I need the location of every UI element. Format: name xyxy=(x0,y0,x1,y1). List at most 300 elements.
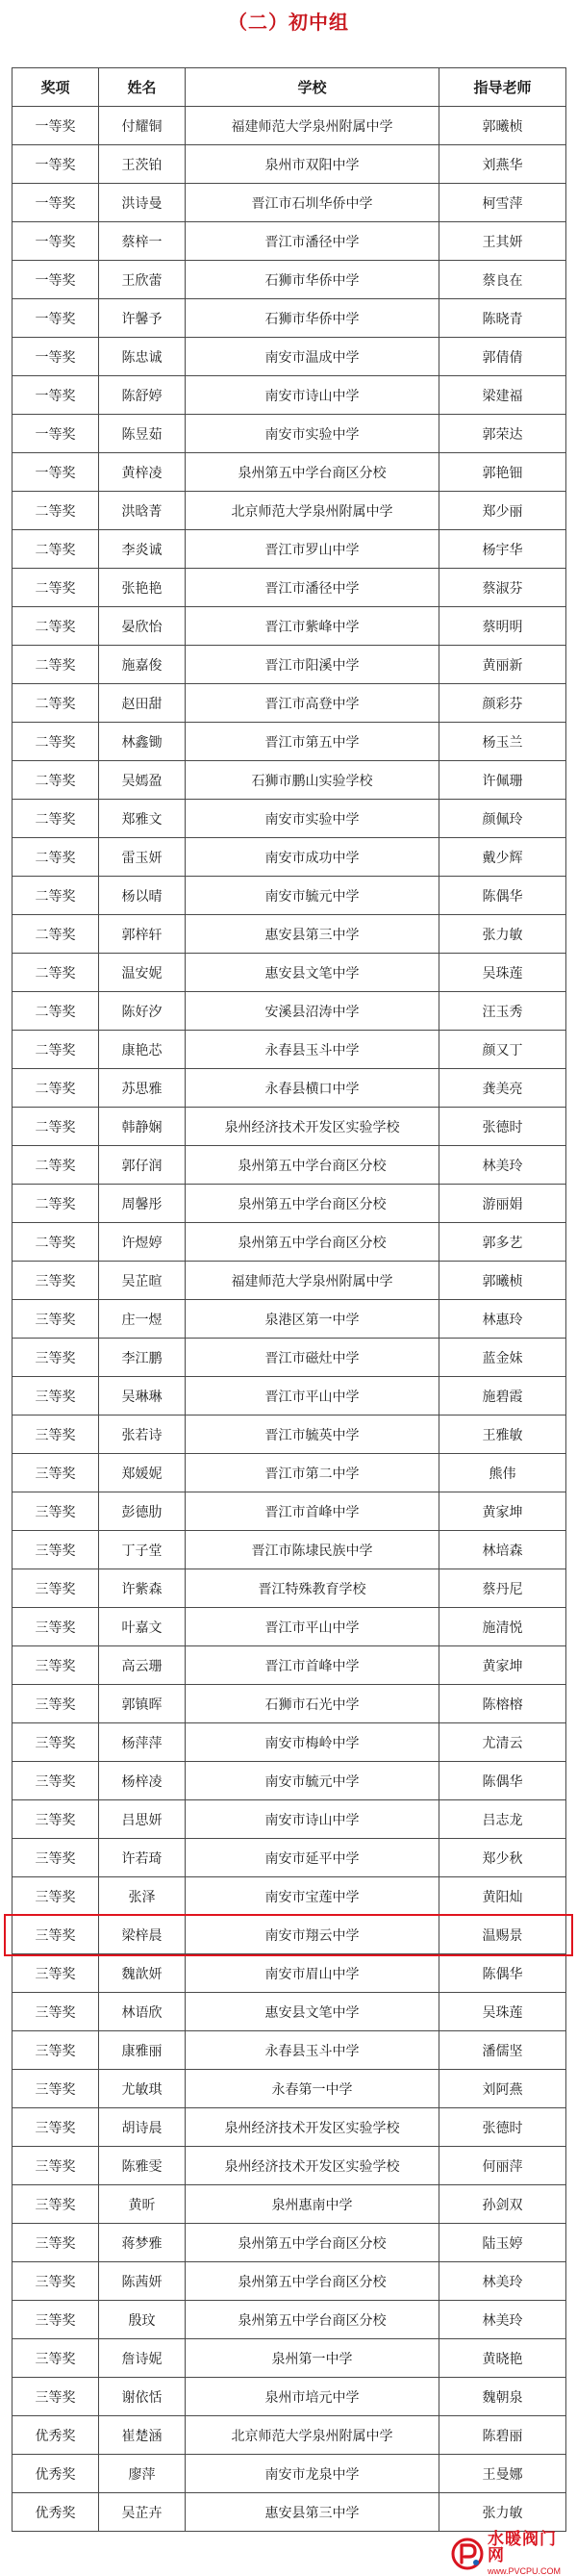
cell-teacher: 黄晓艳 xyxy=(439,2339,566,2378)
cell-teacher: 颜佩玲 xyxy=(439,800,566,838)
table-row xyxy=(13,1877,566,1916)
cell-award: 三等奖 xyxy=(13,2147,99,2185)
cell-student-name: 许馨予 xyxy=(99,299,186,338)
cell-school: 晋江市首峰中学 xyxy=(186,1646,439,1685)
table-row xyxy=(13,1031,566,1069)
cell-award: 二等奖 xyxy=(13,569,99,607)
cell-award: 一等奖 xyxy=(13,184,99,222)
cell-student-name: 郭仔润 xyxy=(99,1146,186,1185)
watermark-site-name: 水暖阀门网 xyxy=(488,2530,557,2565)
cell-school: 惠安县文笔中学 xyxy=(186,1993,439,2031)
cell-award: 三等奖 xyxy=(13,1916,99,1954)
cell-teacher: 汪玉秀 xyxy=(439,992,566,1031)
cell-teacher: 郭荣达 xyxy=(439,415,566,453)
cell-award: 二等奖 xyxy=(13,1146,99,1185)
cell-student-name: 谢依恬 xyxy=(99,2378,186,2416)
cell-award: 三等奖 xyxy=(13,1377,99,1416)
cell-teacher: 郑少秋 xyxy=(439,1839,566,1877)
cell-award: 三等奖 xyxy=(13,1569,99,1608)
cell-school: 南安市延平中学 xyxy=(186,1839,439,1877)
cell-school: 福建师范大学泉州附属中学 xyxy=(186,1262,439,1300)
cell-award: 二等奖 xyxy=(13,492,99,530)
cell-teacher: 施碧霞 xyxy=(439,1377,566,1416)
cell-award: 二等奖 xyxy=(13,723,99,761)
cell-student-name: 丁子堂 xyxy=(99,1531,186,1569)
cell-award: 二等奖 xyxy=(13,646,99,684)
cell-student-name: 赵田甜 xyxy=(99,684,186,723)
cell-award: 二等奖 xyxy=(13,530,99,569)
cell-school: 晋江市高登中学 xyxy=(186,684,439,723)
cell-school: 晋江市首峰中学 xyxy=(186,1492,439,1531)
table-row xyxy=(13,1569,566,1608)
cell-student-name: 晏欣怡 xyxy=(99,607,186,646)
pvcpu-logo-icon xyxy=(450,2537,485,2571)
award-table xyxy=(12,67,566,2532)
cell-student-name: 洪晗菁 xyxy=(99,492,186,530)
cell-student-name: 张若诗 xyxy=(99,1416,186,1454)
cell-school: 晋江市阳溪中学 xyxy=(186,646,439,684)
cell-award: 二等奖 xyxy=(13,992,99,1031)
cell-school: 晋江市石圳华侨中学 xyxy=(186,184,439,222)
cell-school: 晋江市紫峰中学 xyxy=(186,607,439,646)
cell-award: 三等奖 xyxy=(13,2108,99,2147)
table-row xyxy=(13,569,566,607)
cell-award: 二等奖 xyxy=(13,607,99,646)
cell-teacher: 张德时 xyxy=(439,1108,566,1146)
cell-student-name: 崔楚涵 xyxy=(99,2416,186,2455)
cell-teacher: 郭倩倩 xyxy=(439,338,566,376)
cell-teacher: 蔡丹尼 xyxy=(439,1569,566,1608)
cell-teacher: 陈榕榕 xyxy=(439,1685,566,1723)
cell-student-name: 彭德肋 xyxy=(99,1492,186,1531)
cell-student-name: 郭镇晖 xyxy=(99,1685,186,1723)
table-row xyxy=(13,877,566,915)
cell-award: 一等奖 xyxy=(13,107,99,145)
table-row xyxy=(13,1146,566,1185)
cell-school: 安溪县沼涛中学 xyxy=(186,992,439,1031)
cell-teacher: 张力敏 xyxy=(439,2493,566,2532)
cell-teacher: 刘阿燕 xyxy=(439,2070,566,2108)
cell-teacher: 林培森 xyxy=(439,1531,566,1569)
cell-school: 晋江特殊教育学校 xyxy=(186,1569,439,1608)
cell-student-name: 许若琦 xyxy=(99,1839,186,1877)
cell-teacher: 蔡明明 xyxy=(439,607,566,646)
cell-school: 石狮市华侨中学 xyxy=(186,299,439,338)
cell-teacher: 林美玲 xyxy=(439,2262,566,2301)
cell-student-name: 陈昱茹 xyxy=(99,415,186,453)
table-row xyxy=(13,1916,566,1954)
table-row xyxy=(13,1762,566,1800)
table-row xyxy=(13,2378,566,2416)
cell-award: 二等奖 xyxy=(13,1031,99,1069)
cell-award: 二等奖 xyxy=(13,1069,99,1108)
cell-school: 南安市实验中学 xyxy=(186,415,439,453)
cell-school: 北京师范大学泉州附属中学 xyxy=(186,2416,439,2455)
cell-student-name: 胡诗晨 xyxy=(99,2108,186,2147)
cell-school: 惠安县第三中学 xyxy=(186,2493,439,2532)
cell-school: 南安市诗山中学 xyxy=(186,1800,439,1839)
cell-student-name: 高云珊 xyxy=(99,1646,186,1685)
cell-teacher: 陈偶华 xyxy=(439,877,566,915)
cell-school: 泉州第五中学台商区分校 xyxy=(186,1223,439,1262)
cell-school: 晋江市潘径中学 xyxy=(186,569,439,607)
cell-student-name: 杨萍萍 xyxy=(99,1723,186,1762)
cell-student-name: 陈茜妍 xyxy=(99,2262,186,2301)
site-watermark xyxy=(450,2530,573,2576)
cell-award: 一等奖 xyxy=(13,376,99,415)
cell-student-name: 魏歆妍 xyxy=(99,1954,186,1993)
cell-teacher: 郭多艺 xyxy=(439,1223,566,1262)
cell-student-name: 康雅丽 xyxy=(99,2031,186,2070)
table-row xyxy=(13,1108,566,1146)
cell-award: 三等奖 xyxy=(13,1685,99,1723)
cell-student-name: 吴嫣盈 xyxy=(99,761,186,800)
cell-award: 三等奖 xyxy=(13,2339,99,2378)
cell-teacher: 杨玉兰 xyxy=(439,723,566,761)
cell-student-name: 尤敏琪 xyxy=(99,2070,186,2108)
cell-student-name: 付耀铜 xyxy=(99,107,186,145)
cell-student-name: 苏思雅 xyxy=(99,1069,186,1108)
cell-award: 三等奖 xyxy=(13,2185,99,2224)
cell-award: 三等奖 xyxy=(13,1839,99,1877)
cell-school: 晋江市平山中学 xyxy=(186,1377,439,1416)
cell-school: 泉州第五中学台商区分校 xyxy=(186,453,439,492)
cell-student-name: 叶嘉文 xyxy=(99,1608,186,1646)
award-table-header xyxy=(13,68,566,107)
table-row xyxy=(13,1531,566,1569)
cell-teacher: 吴珠莲 xyxy=(439,954,566,992)
cell-school: 晋江市第二中学 xyxy=(186,1454,439,1492)
cell-teacher: 吕志龙 xyxy=(439,1800,566,1839)
cell-school: 南安市龙泉中学 xyxy=(186,2455,439,2493)
cell-award: 二等奖 xyxy=(13,838,99,877)
cell-teacher: 吴珠莲 xyxy=(439,1993,566,2031)
table-row xyxy=(13,1300,566,1339)
cell-student-name: 陈好汐 xyxy=(99,992,186,1031)
table-row xyxy=(13,1185,566,1223)
cell-student-name: 詹诗妮 xyxy=(99,2339,186,2378)
cell-student-name: 李炎诚 xyxy=(99,530,186,569)
cell-student-name: 周馨彤 xyxy=(99,1185,186,1223)
cell-school: 泉州经济技术开发区实验学校 xyxy=(186,2147,439,2185)
cell-school: 泉州经济技术开发区实验学校 xyxy=(186,2108,439,2147)
cell-award: 三等奖 xyxy=(13,2224,99,2262)
cell-award: 三等奖 xyxy=(13,2070,99,2108)
cell-teacher: 王曼娜 xyxy=(439,2455,566,2493)
cell-teacher: 陈偶华 xyxy=(439,1762,566,1800)
cell-teacher: 许佩珊 xyxy=(439,761,566,800)
cell-teacher: 颜又丁 xyxy=(439,1031,566,1069)
cell-student-name: 陈忠诚 xyxy=(99,338,186,376)
cell-award: 二等奖 xyxy=(13,684,99,723)
cell-school: 晋江市潘径中学 xyxy=(186,222,439,261)
table-row xyxy=(13,1685,566,1723)
cell-student-name: 吴琳琳 xyxy=(99,1377,186,1416)
cell-teacher: 梁建福 xyxy=(439,376,566,415)
cell-student-name: 雷玉妍 xyxy=(99,838,186,877)
cell-school: 南安市诗山中学 xyxy=(186,376,439,415)
table-row xyxy=(13,299,566,338)
cell-teacher: 杨宇华 xyxy=(439,530,566,569)
cell-teacher: 林美玲 xyxy=(439,1146,566,1185)
cell-school: 南安市翔云中学 xyxy=(186,1916,439,1954)
table-row xyxy=(13,761,566,800)
table-row xyxy=(13,1223,566,1262)
cell-teacher: 王雅敏 xyxy=(439,1416,566,1454)
cell-teacher: 林惠玲 xyxy=(439,1300,566,1339)
cell-student-name: 许紫森 xyxy=(99,1569,186,1608)
cell-school: 泉州第五中学台商区分校 xyxy=(186,2262,439,2301)
cell-award: 三等奖 xyxy=(13,2301,99,2339)
cell-school: 泉州第五中学台商区分校 xyxy=(186,1185,439,1223)
table-row xyxy=(13,2416,566,2455)
table-row xyxy=(13,2455,566,2493)
table-row xyxy=(13,992,566,1031)
cell-student-name: 温安妮 xyxy=(99,954,186,992)
cell-award: 三等奖 xyxy=(13,2262,99,2301)
cell-award: 三等奖 xyxy=(13,2031,99,2070)
cell-teacher: 郑少丽 xyxy=(439,492,566,530)
cell-student-name: 康艳芯 xyxy=(99,1031,186,1069)
table-row xyxy=(13,2301,566,2339)
cell-school: 泉港区第一中学 xyxy=(186,1300,439,1339)
cell-school: 永春第一中学 xyxy=(186,2070,439,2108)
page-title: （二）初中组 xyxy=(228,11,349,34)
cell-school: 永春县玉斗中学 xyxy=(186,1031,439,1069)
cell-student-name: 吴芷暄 xyxy=(99,1262,186,1300)
cell-school: 南安市毓元中学 xyxy=(186,877,439,915)
table-row xyxy=(13,376,566,415)
cell-teacher: 郭曦桢 xyxy=(439,1262,566,1300)
cell-student-name: 郑媛妮 xyxy=(99,1454,186,1492)
cell-teacher: 黄丽新 xyxy=(439,646,566,684)
cell-teacher: 蓝金妹 xyxy=(439,1339,566,1377)
cell-student-name: 杨以晴 xyxy=(99,877,186,915)
cell-award: 二等奖 xyxy=(13,877,99,915)
table-row xyxy=(13,646,566,684)
cell-teacher: 魏朝泉 xyxy=(439,2378,566,2416)
cell-award: 三等奖 xyxy=(13,1416,99,1454)
cell-student-name: 黄昕 xyxy=(99,2185,186,2224)
cell-student-name: 王欣蕾 xyxy=(99,261,186,299)
cell-teacher: 何丽萍 xyxy=(439,2147,566,2185)
table-row xyxy=(13,684,566,723)
cell-student-name: 黄梓凌 xyxy=(99,453,186,492)
cell-teacher: 戴少辉 xyxy=(439,838,566,877)
cell-student-name: 吴芷卉 xyxy=(99,2493,186,2532)
table-row xyxy=(13,954,566,992)
table-row xyxy=(13,145,566,184)
table-row xyxy=(13,338,566,376)
cell-student-name: 郑雅文 xyxy=(99,800,186,838)
cell-school: 福建师范大学泉州附属中学 xyxy=(186,107,439,145)
cell-school: 泉州惠南中学 xyxy=(186,2185,439,2224)
cell-award: 优秀奖 xyxy=(13,2493,99,2532)
table-row xyxy=(13,2147,566,2185)
cell-student-name: 蒋梦雅 xyxy=(99,2224,186,2262)
cell-school: 泉州第五中学台商区分校 xyxy=(186,2224,439,2262)
table-row xyxy=(13,1416,566,1454)
cell-student-name: 梁梓晨 xyxy=(99,1916,186,1954)
cell-school: 南安市温成中学 xyxy=(186,338,439,376)
cell-school: 泉州第五中学台商区分校 xyxy=(186,1146,439,1185)
cell-award: 二等奖 xyxy=(13,954,99,992)
cell-award: 三等奖 xyxy=(13,1993,99,2031)
cell-school: 石狮市华侨中学 xyxy=(186,261,439,299)
header-school: 学校 xyxy=(186,68,439,107)
cell-student-name: 庄一煜 xyxy=(99,1300,186,1339)
cell-student-name: 李江鹏 xyxy=(99,1339,186,1377)
table-row xyxy=(13,2339,566,2378)
table-row xyxy=(13,1839,566,1877)
table-row xyxy=(13,1069,566,1108)
header-row xyxy=(13,68,566,107)
cell-student-name: 吕思妍 xyxy=(99,1800,186,1839)
cell-award: 二等奖 xyxy=(13,800,99,838)
cell-award: 三等奖 xyxy=(13,1531,99,1569)
table-row xyxy=(13,530,566,569)
cell-school: 南安市毓元中学 xyxy=(186,1762,439,1800)
cell-school: 南安市成功中学 xyxy=(186,838,439,877)
table-row xyxy=(13,2031,566,2070)
cell-award: 一等奖 xyxy=(13,415,99,453)
cell-school: 晋江市磁灶中学 xyxy=(186,1339,439,1377)
table-row xyxy=(13,2070,566,2108)
cell-teacher: 熊伟 xyxy=(439,1454,566,1492)
cell-award: 一等奖 xyxy=(13,453,99,492)
cell-student-name: 张泽 xyxy=(99,1877,186,1916)
cell-school: 北京师范大学泉州附属中学 xyxy=(186,492,439,530)
table-row xyxy=(13,915,566,954)
cell-award: 一等奖 xyxy=(13,145,99,184)
cell-award: 三等奖 xyxy=(13,1762,99,1800)
cell-teacher: 郭艳钿 xyxy=(439,453,566,492)
cell-award: 三等奖 xyxy=(13,1954,99,1993)
cell-school: 泉州经济技术开发区实验学校 xyxy=(186,1108,439,1146)
table-row xyxy=(13,723,566,761)
table-row xyxy=(13,1608,566,1646)
cell-award: 二等奖 xyxy=(13,761,99,800)
cell-student-name: 廖萍 xyxy=(99,2455,186,2493)
cell-student-name: 蔡梓一 xyxy=(99,222,186,261)
cell-teacher: 张力敏 xyxy=(439,915,566,954)
cell-school: 晋江市第五中学 xyxy=(186,723,439,761)
cell-school: 晋江市陈埭民族中学 xyxy=(186,1531,439,1569)
cell-award: 三等奖 xyxy=(13,1646,99,1685)
cell-teacher: 陈碧丽 xyxy=(439,2416,566,2455)
table-row xyxy=(13,2108,566,2147)
table-row xyxy=(13,261,566,299)
cell-teacher: 游丽娟 xyxy=(439,1185,566,1223)
cell-student-name: 殷玟 xyxy=(99,2301,186,2339)
table-row xyxy=(13,2224,566,2262)
header-teacher: 指导老师 xyxy=(439,68,566,107)
cell-teacher: 郭曦桢 xyxy=(439,107,566,145)
cell-student-name: 张艳艳 xyxy=(99,569,186,607)
cell-award: 优秀奖 xyxy=(13,2416,99,2455)
table-row xyxy=(13,838,566,877)
cell-award: 三等奖 xyxy=(13,1492,99,1531)
cell-teacher: 蔡良在 xyxy=(439,261,566,299)
table-row xyxy=(13,415,566,453)
cell-teacher: 施清悦 xyxy=(439,1608,566,1646)
cell-teacher: 陆玉婷 xyxy=(439,2224,566,2262)
cell-teacher: 孙剑双 xyxy=(439,2185,566,2224)
cell-award: 三等奖 xyxy=(13,1339,99,1377)
cell-teacher: 尤清云 xyxy=(439,1723,566,1762)
table-row xyxy=(13,107,566,145)
cell-school: 晋江市罗山中学 xyxy=(186,530,439,569)
cell-teacher: 张德时 xyxy=(439,2108,566,2147)
cell-school: 永春县横口中学 xyxy=(186,1069,439,1108)
cell-teacher: 刘燕华 xyxy=(439,145,566,184)
table-row xyxy=(13,453,566,492)
cell-school: 惠安县文笔中学 xyxy=(186,954,439,992)
cell-teacher: 黄家坤 xyxy=(439,1646,566,1685)
table-row xyxy=(13,1377,566,1416)
cell-teacher: 陈晓青 xyxy=(439,299,566,338)
cell-award: 二等奖 xyxy=(13,1223,99,1262)
cell-teacher: 王其妍 xyxy=(439,222,566,261)
table-row xyxy=(13,1954,566,1993)
table-row xyxy=(13,2493,566,2532)
cell-award: 三等奖 xyxy=(13,1454,99,1492)
table-row xyxy=(13,800,566,838)
table-row xyxy=(13,1800,566,1839)
cell-teacher: 柯雪萍 xyxy=(439,184,566,222)
cell-school: 永春县玉斗中学 xyxy=(186,2031,439,2070)
cell-student-name: 王茨铂 xyxy=(99,145,186,184)
cell-student-name: 韩静娴 xyxy=(99,1108,186,1146)
table-row xyxy=(13,1262,566,1300)
cell-teacher: 陈偶华 xyxy=(439,1954,566,1993)
cell-award: 二等奖 xyxy=(13,1108,99,1146)
cell-award: 优秀奖 xyxy=(13,2455,99,2493)
header-student-name: 姓名 xyxy=(99,68,186,107)
cell-school: 晋江市平山中学 xyxy=(186,1608,439,1646)
cell-student-name: 杨梓凌 xyxy=(99,1762,186,1800)
watermark-site-url: www.PVCPU.COM xyxy=(488,2566,562,2576)
cell-award: 二等奖 xyxy=(13,915,99,954)
cell-school: 泉州第一中学 xyxy=(186,2339,439,2378)
table-row xyxy=(13,1646,566,1685)
cell-award: 三等奖 xyxy=(13,1608,99,1646)
cell-student-name: 陈舒婷 xyxy=(99,376,186,415)
cell-school: 泉州第五中学台商区分校 xyxy=(186,2301,439,2339)
cell-student-name: 林鑫锄 xyxy=(99,723,186,761)
cell-school: 南安市眉山中学 xyxy=(186,1954,439,1993)
cell-school: 泉州市双阳中学 xyxy=(186,145,439,184)
cell-student-name: 洪诗曼 xyxy=(99,184,186,222)
cell-award: 三等奖 xyxy=(13,1800,99,1839)
cell-teacher: 龚美亮 xyxy=(439,1069,566,1108)
cell-school: 惠安县第三中学 xyxy=(186,915,439,954)
table-row xyxy=(13,1454,566,1492)
cell-school: 南安市宝莲中学 xyxy=(186,1877,439,1916)
cell-award: 三等奖 xyxy=(13,1723,99,1762)
cell-school: 石狮市鹏山实验学校 xyxy=(186,761,439,800)
cell-teacher: 颜彩芬 xyxy=(439,684,566,723)
table-row xyxy=(13,1723,566,1762)
cell-teacher: 林美玲 xyxy=(439,2301,566,2339)
cell-school: 泉州市培元中学 xyxy=(186,2378,439,2416)
cell-award: 三等奖 xyxy=(13,1300,99,1339)
cell-teacher: 温赐景 xyxy=(439,1916,566,1954)
cell-award: 三等奖 xyxy=(13,1877,99,1916)
cell-award: 三等奖 xyxy=(13,2378,99,2416)
cell-school: 南安市梅岭中学 xyxy=(186,1723,439,1762)
cell-teacher: 蔡淑芬 xyxy=(439,569,566,607)
